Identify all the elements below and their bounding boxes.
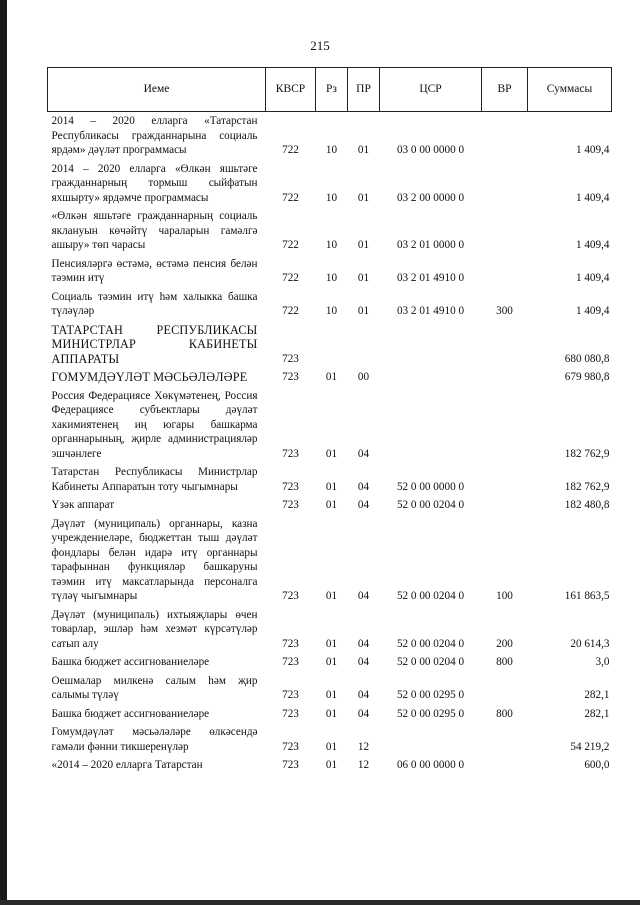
cell-sum: 1 409,4 — [575, 305, 610, 317]
cell-kvsr: 722 — [282, 144, 299, 156]
scan-margin-shadow — [0, 0, 7, 905]
cell-sum: 182 762,9 — [564, 480, 610, 493]
cell-rz: 10 — [325, 239, 338, 251]
table-row — [48, 756, 612, 775]
cell-rz: 10 — [325, 272, 338, 284]
cell-rz: 01 — [325, 371, 338, 383]
cell-vr — [482, 672, 528, 705]
cell-kvsr: 723 — [282, 740, 299, 753]
cell-name: Татарстан Республикасы Министрлар Кабинеты Аппаратын тоту чыгымнары — [51, 466, 258, 493]
header-sum: Суммасы — [528, 68, 612, 112]
cell-kvsr: 723 — [282, 480, 299, 493]
cell-sum: 20 614,3 — [570, 637, 610, 650]
cell-vr: 800 — [496, 707, 513, 720]
cell-rz: 10 — [325, 144, 338, 156]
table-body — [48, 112, 612, 775]
cell-sum: 1 409,4 — [575, 144, 610, 156]
cell-vr: 800 — [496, 656, 513, 668]
cell-pr: 04 — [357, 590, 370, 602]
cell-name: «Өлкән яшьтәге гражданнарның социаль яклануын көчәйтү чараларын гамәлгә ашыру» төп чарасы — [51, 210, 258, 251]
cell-vr — [482, 160, 528, 208]
cell-rz: 10 — [325, 305, 338, 317]
cell-name: Пенсияләргә өстәмә, өстәмә пенсия белән тәэмин итү — [51, 257, 258, 284]
cell-rz: 01 — [325, 707, 338, 720]
cell-pr: 12 — [357, 740, 370, 753]
cell-rz: 01 — [325, 447, 338, 460]
cell-kvsr: 723 — [282, 707, 299, 720]
table-row — [48, 705, 612, 724]
cell-sum: 679 980,8 — [564, 371, 610, 383]
cell-name: 2014 – 2020 елларга «Өлкән яшьтәге гражданнарның тормыш сыйфатын яхшырту» ярдәмче программасы — [51, 162, 258, 204]
cell-kvsr: 722 — [282, 305, 299, 317]
budget-table — [47, 67, 612, 775]
table-row — [48, 368, 612, 387]
cell-vr — [482, 368, 528, 387]
cell-vr — [482, 496, 528, 515]
cell-name: Дәүләт (муниципаль) органнары, казна учреждениеләре, бюджеттан тыш дәүләт фондлары белән идарә итү органнары тарафыннан функцияләр башкаруны тәэмин итү максатларында персоналга түләү чыгымнары — [51, 517, 258, 602]
cell-csr: 03 2 01 4910 0 — [396, 305, 465, 317]
table-row — [48, 387, 612, 464]
cell-name: Башка бюджет ассигнованиеләре — [51, 707, 210, 720]
table-row — [48, 672, 612, 705]
table-row — [48, 288, 612, 321]
cell-rz: 01 — [325, 637, 338, 650]
page-number: 215 — [310, 38, 330, 53]
table-row — [48, 723, 612, 756]
cell-vr: 200 — [496, 637, 513, 650]
cell-csr: 52 0 00 0204 0 — [396, 656, 465, 668]
cell-name: Үзәк аппарат — [51, 499, 115, 511]
cell-vr: 300 — [496, 305, 513, 317]
cell-sum: 182 480,8 — [564, 499, 610, 511]
cell-sum: 182 762,9 — [564, 447, 610, 460]
cell-rz: 01 — [325, 759, 338, 771]
cell-rz: 01 — [325, 656, 338, 668]
cell-pr: 04 — [357, 637, 370, 650]
table-row — [48, 112, 612, 160]
cell-vr — [482, 321, 528, 369]
cell-pr: 01 — [357, 239, 370, 251]
cell-name: ТАТАРСТАН РЕСПУБЛИКАСЫ МИНИСТРЛАР КАБИНЕТЫ АППАРАТЫ — [51, 322, 258, 366]
header-pr: ПР — [348, 68, 380, 112]
cell-kvsr: 723 — [282, 590, 299, 602]
cell-kvsr: 722 — [282, 191, 299, 204]
table-row — [48, 515, 612, 606]
table-header-row — [48, 68, 612, 112]
table-row — [48, 255, 612, 288]
cell-rz: 01 — [325, 480, 338, 493]
cell-kvsr: 723 — [282, 371, 299, 383]
cell-pr: 01 — [357, 191, 370, 204]
cell-sum: 161 863,5 — [564, 590, 610, 602]
cell-rz: 01 — [325, 740, 338, 753]
cell-vr — [482, 463, 528, 496]
cell-sum: 282,1 — [584, 689, 610, 701]
cell-csr: 52 0 00 0000 0 — [396, 480, 465, 493]
table-row — [48, 606, 612, 654]
header-vr: ВР — [482, 68, 528, 112]
cell-vr — [482, 723, 528, 756]
table-row — [48, 653, 612, 672]
cell-rz: 01 — [325, 499, 338, 511]
cell-vr — [482, 387, 528, 464]
cell-sum: 600,0 — [584, 759, 610, 771]
cell-pr: 04 — [357, 689, 370, 701]
table-row — [48, 207, 612, 255]
cell-sum: 282,1 — [584, 707, 610, 720]
cell-vr: 100 — [496, 590, 513, 602]
cell-pr: 04 — [357, 707, 370, 720]
cell-pr: 04 — [357, 656, 370, 668]
cell-pr — [348, 321, 380, 369]
table-row — [48, 160, 612, 208]
cell-name: ГОМУМДӘҮЛӘТ МӘСЬӘЛӘЛӘРЕ — [51, 370, 248, 384]
cell-vr — [482, 207, 528, 255]
cell-sum: 1 409,4 — [575, 272, 610, 284]
cell-sum: 54 219,2 — [570, 740, 610, 753]
cell-kvsr: 722 — [282, 272, 299, 284]
cell-pr: 01 — [357, 144, 370, 156]
header-rz: Рз — [316, 68, 348, 112]
cell-pr: 04 — [357, 499, 370, 511]
cell-csr — [380, 723, 482, 756]
cell-csr: 52 0 00 0204 0 — [396, 590, 465, 602]
cell-kvsr: 722 — [282, 239, 299, 251]
cell-name: Дәүләт (муниципаль) ихтыяҗлары өчен товарлар, эшләр һәм хезмәт күрсәтүләр сатып алу — [51, 608, 258, 650]
header-csr: ЦСР — [380, 68, 482, 112]
cell-csr: 06 0 00 0000 0 — [396, 759, 465, 771]
table-row — [48, 321, 612, 369]
cell-pr: 04 — [357, 480, 370, 493]
cell-csr — [380, 387, 482, 464]
cell-pr: 12 — [357, 759, 370, 771]
cell-vr — [482, 112, 528, 160]
cell-csr: 03 2 01 4910 0 — [396, 272, 465, 284]
cell-csr: 52 0 00 0295 0 — [396, 707, 465, 720]
cell-csr: 03 0 00 0000 0 — [396, 144, 465, 156]
cell-kvsr: 723 — [282, 656, 299, 668]
cell-kvsr: 723 — [282, 447, 299, 460]
cell-rz: 01 — [325, 590, 338, 602]
cell-name: Башка бюджет ассигнованиеләре — [51, 656, 210, 668]
cell-rz: 10 — [325, 191, 338, 204]
cell-sum: 680 080,8 — [564, 352, 610, 365]
cell-sum: 1 409,4 — [575, 239, 610, 251]
table-row — [48, 463, 612, 496]
scan-bottom-edge — [0, 900, 640, 905]
cell-name: Россия Федерациясе Хөкүмәтенең, Россия Федерациясе субъектлары дәүләт хакимиятенең иң югары башкарма органнарының, җирле администрацияләр эшчәнлеге — [51, 389, 258, 460]
cell-name: Оешмалар милкенә салым һәм җир салымы түләү — [51, 674, 258, 701]
cell-name: Социаль тәэмин итү һәм халыкка башка түләүләр — [51, 290, 258, 317]
cell-sum: 1 409,4 — [575, 191, 610, 204]
cell-pr: 04 — [357, 447, 370, 460]
cell-kvsr: 723 — [282, 499, 299, 511]
cell-name: «2014 – 2020 елларга Татарстан — [51, 759, 203, 771]
cell-kvsr: 723 — [282, 689, 299, 701]
cell-csr: 03 2 01 0000 0 — [396, 239, 465, 251]
cell-kvsr: 723 — [282, 637, 299, 650]
cell-csr: 52 0 00 0204 0 — [396, 637, 465, 650]
cell-vr — [482, 756, 528, 775]
header-name: Иеме — [48, 68, 266, 112]
cell-rz: 01 — [325, 689, 338, 701]
cell-pr: 01 — [357, 305, 370, 317]
cell-sum: 3,0 — [595, 656, 610, 668]
cell-name: 2014 – 2020 елларга «Татарстан Республикасы гражданнарына социаль ярдәм» дәүләт программасы — [51, 115, 258, 156]
cell-name: Гомумдәүләт мәсьәләләре өлкәсендә гамәли фәнни тикшеренүләр — [51, 726, 258, 753]
cell-csr: 52 0 00 0204 0 — [396, 499, 465, 511]
cell-csr: 52 0 00 0295 0 — [396, 689, 465, 701]
cell-kvsr: 723 — [282, 759, 299, 771]
header-kvsr: КВСР — [266, 68, 316, 112]
table-row — [48, 496, 612, 515]
cell-csr — [380, 368, 482, 387]
cell-pr: 01 — [357, 272, 370, 284]
cell-csr: 03 2 00 0000 0 — [396, 191, 465, 204]
cell-kvsr: 723 — [282, 352, 299, 365]
cell-rz — [316, 321, 348, 369]
cell-csr — [380, 321, 482, 369]
cell-vr — [482, 255, 528, 288]
cell-pr: 00 — [357, 371, 370, 383]
